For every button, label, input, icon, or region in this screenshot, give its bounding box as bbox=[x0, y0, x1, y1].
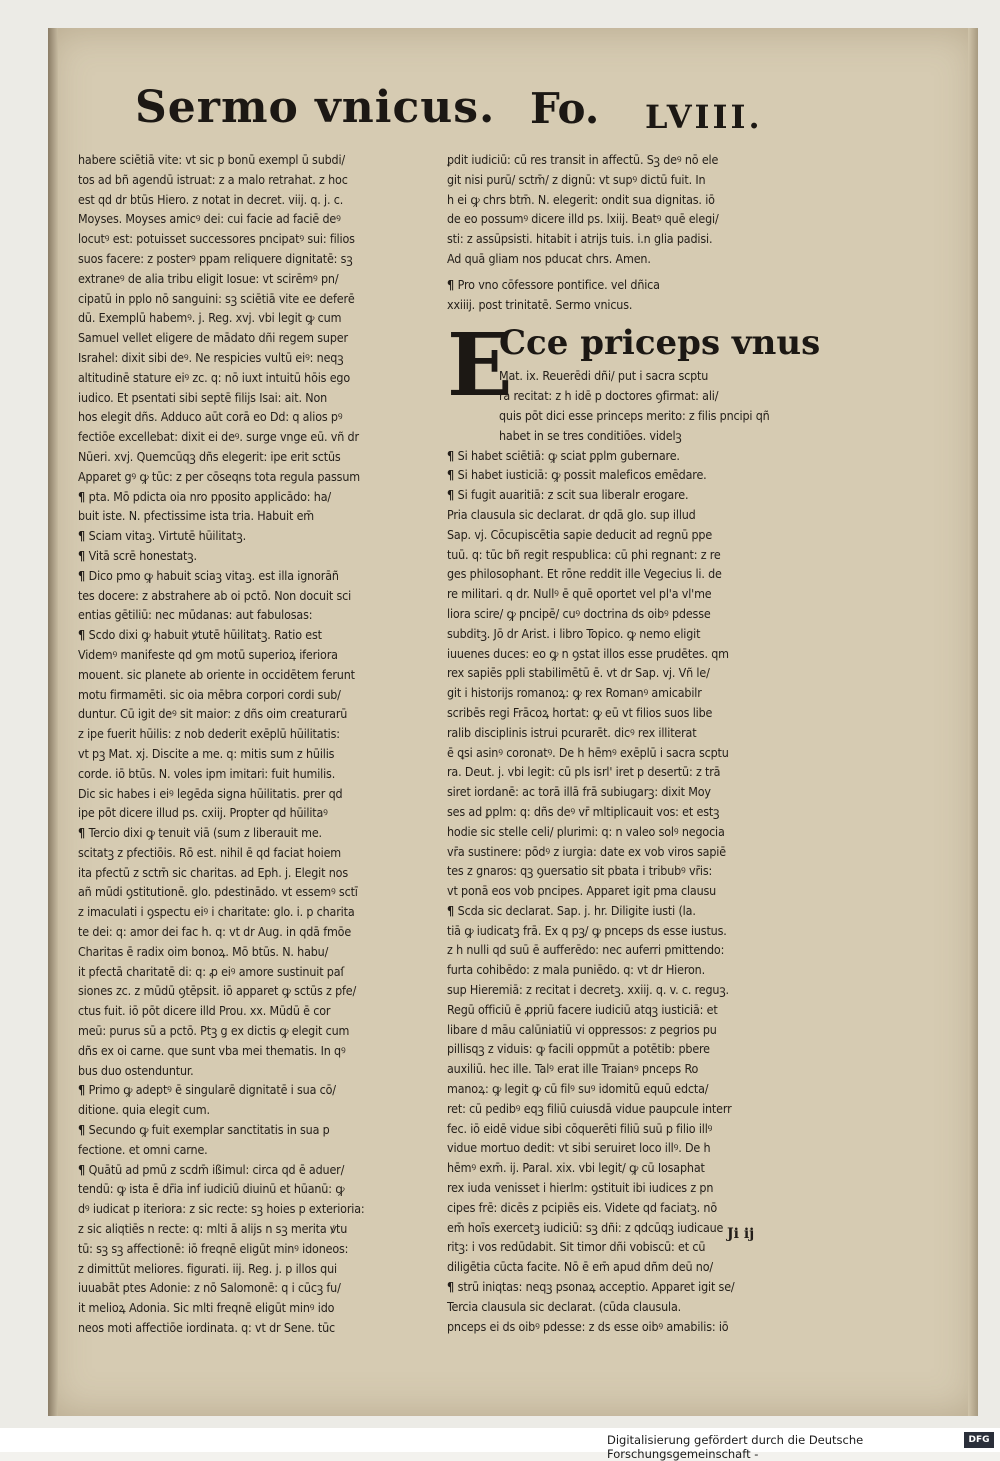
text-line: Videmꝰ manifeste qd ꝯm motū superioꝝ iferiora bbox=[78, 646, 338, 662]
text-line: corde. iō btūs. N. voles ipm imitari: fuit humilis. bbox=[78, 765, 336, 781]
decorated-initial: E bbox=[447, 315, 513, 417]
right-bottom-lines bbox=[447, 505, 807, 1336]
text-line: ¶ pta. Mō pdicta oia nro pposito applicādo: ha/ bbox=[78, 487, 436, 507]
text-line: manoꝝ: ꝙ legit ꝙ cū filꝰ suꝰ idomitū equū edcta/ bbox=[447, 1081, 709, 1097]
text-line: scitatꝫ z pfectiōis. Rō est. nihil ē qd faciat hoiem bbox=[78, 844, 342, 860]
text-line: z dimittūt meliores. figurati. iij. Reg. j. p illos qui bbox=[78, 1260, 337, 1276]
text-line: ret: cū pedibꝰ eqꝫ filiū cuiusdā vidue paupcule interr bbox=[447, 1100, 732, 1116]
text-line: dꝰ iudicat p iteriora: z sic recte: sꝫ hoies p exterioria: bbox=[78, 1201, 365, 1217]
text-line: ges philosophant. Et rōne reddit ille Vegecius li. de bbox=[447, 566, 722, 582]
text-line: iudico. Et psentati sibi septē filijs Isai: ait. Non bbox=[78, 389, 328, 405]
left-text-column bbox=[78, 150, 436, 1338]
text-line: ¶ Quātū ad pmū z scdm̄ ißimul: circa qd ē aduer/ bbox=[78, 1160, 436, 1180]
text-line: ipe pōt dicere illud ps. cxiij. Propter qd hūilitaꝰ bbox=[78, 805, 328, 821]
text-line: iuuabāt ptes Adonie: z nō Salomonē: q i cūcꝫ fu/ bbox=[78, 1280, 341, 1296]
text-line: ¶ Scdo dixi ꝙ habuit ꝟtutē hūilitatꝫ. Ratio est bbox=[78, 625, 436, 645]
text-line: ctus fuit. iō pōt dicere illd Prou. xx. Mūdū ē cor bbox=[78, 1003, 331, 1019]
text-line: ¶ strū iniqtas: neqꝫ psonaꝝ acceptio. Apparet igit se/ bbox=[447, 1277, 807, 1297]
text-line: rex sapiēs ppli stabilimētū ē. vt dr Sap. vj. Vñ le/ bbox=[447, 665, 710, 681]
signature-mark: Ji ij bbox=[727, 1226, 755, 1242]
dfg-logo: DFG bbox=[964, 1432, 994, 1448]
text-line: tendū: ꝙ ista ē dr̄ia inf iudiciū diuinū et hūanū: ꝙ bbox=[78, 1181, 345, 1197]
text-line: libare d māu calūniatiū vi oppressos: z pegrios pu bbox=[447, 1021, 717, 1037]
text-line: altitudinē stature eiꝰ zc. q: nō iuxt intuitū hōis ego bbox=[78, 369, 351, 385]
text-line: Ad quā gliam nos pducat chrs. Amen. bbox=[447, 250, 651, 266]
text-line: ¶ Pro vno cōfessore pontifice. vel dñica bbox=[447, 275, 807, 295]
text-line: de eo possumꝰ dicere illd ps. lxiij. Beatꝰ quē elegi/ bbox=[447, 211, 719, 227]
text-line: sti: z assūpsisti. hitabit i atrijs tuis. i.n glia padisi. bbox=[447, 231, 713, 247]
text-line: neos moti affectiōe iordinata. q: vt dr Sene. tūc bbox=[78, 1320, 335, 1336]
text-line: tes docere: z abstrahere ab oi pctō. Non docuit sci bbox=[78, 587, 352, 603]
conditions-list bbox=[447, 446, 807, 505]
text-line: ita pfectū z sctm̄ sic charitas. ad Eph. j. Elegit nos bbox=[78, 864, 348, 880]
text-line: tū: sꝫ sꝫ affectionē: iō freqnē eligūt minꝰ idoneos: bbox=[78, 1240, 349, 1256]
text-line: git i historijs romanoꝝ: ꝙ rex Romanꝰ amicabilr bbox=[447, 685, 702, 701]
credit-text: Digitalisierung gefördert durch die Deutsche Forschungsgemeinschaft - bbox=[607, 1433, 864, 1461]
text-line: ditione. quia elegit cum. bbox=[78, 1102, 210, 1118]
text-line: dñs ex oi carne. que sunt vba mei thematis. In qꝰ bbox=[78, 1042, 346, 1058]
text-line: ra. Deut. j. vbi legit: cū pls isrl' iret p desertū: z trā bbox=[447, 764, 721, 780]
text-line: z sic aliqtiēs n recte: q: mlti ā alijs n sꝫ merita ꝟtu bbox=[78, 1221, 348, 1237]
text-line: rex iuda venisset i hierlm: ꝯstituit ibi iudices z pn bbox=[447, 1180, 714, 1196]
text-line: diligētia cūcta facite. Nō ē em̄ apud dñm deū no/ bbox=[447, 1259, 713, 1275]
text-line: añ mūdi ꝯstitutionē. glo. pdestinādo. vt essemꝰ sctī bbox=[78, 884, 358, 900]
text-line: git nisi purū/ sctm̄/ z dignū: vt supꝰ dictū fuit. In bbox=[447, 171, 706, 187]
text-line: est qd dr btūs Hiero. z notat in decret. viij. q. j. c. bbox=[78, 191, 344, 207]
text-line: it pfectā charitatē di: q: ꝓ eiꝰ amore sustinuit paſ bbox=[78, 963, 345, 979]
text-line: tuū. q: tūc bñ regit respublica: cū phi regnant: z re bbox=[447, 546, 721, 562]
text-line: scribēs regi Frācoꝝ hortat: ꝙ eū vt filios suos libe bbox=[447, 704, 713, 720]
text-line: ¶ Tercio dixi ꝙ tenuit viā (sum z liberauit me. bbox=[78, 823, 436, 843]
text-line: vidue mortuo dedit: vt sibi seruiret loco illꝰ. De h bbox=[447, 1140, 711, 1156]
text-line: ¶ Scda sic declarat. Sap. j. hr. Diligite iusti (la. bbox=[447, 901, 807, 921]
page-binding-edge bbox=[48, 28, 58, 1416]
text-line: furta cohibēdo: z mala puniēdo. q: vt dr Hieron. bbox=[447, 962, 705, 978]
text-line: liora scire/ ꝙ pncipē/ cuꝰ doctrina ds oibꝰ pdesse bbox=[447, 605, 711, 621]
incipit-text: Cce priceps vnus bbox=[499, 323, 821, 364]
text-line: habet in se tres conditiōes. videlꝫ bbox=[499, 427, 682, 443]
text-line: Pria clausula sic declarat. dr qdā glo. sup illud bbox=[447, 506, 696, 522]
text-line: hos elegit dñs. Adduco aūt corā eo Dd: q alios pꝰ bbox=[78, 409, 343, 425]
text-line: pillisqꝫ z viduis: ꝙ facili oppmūt a potētib: pbere bbox=[447, 1041, 710, 1057]
text-line: Samuel vellet eligere de mādato dñi regem super bbox=[78, 330, 348, 346]
text-line: ¶ Si habet sciētiā: ꝙ sciat ꝑplm gubernare. bbox=[447, 446, 807, 466]
text-line: ¶ Dico pmo ꝙ habuit sciaꝫ vitaꝫ. est illa ignorāñ bbox=[78, 566, 436, 586]
folio-label: Fo. bbox=[530, 84, 600, 133]
text-line: siones zc. z mūdū ꝯtēpsit. iō apparet ꝙ sctūs z pfe/ bbox=[78, 983, 357, 999]
text-line: em̄ hoīs exercetꝫ iudiciū: sꝫ dñi: z qdcūqꝫ iudicaue bbox=[447, 1219, 724, 1235]
text-line: ralib disciplinis istrui pcurarēt. dicꝰ rex illiterat bbox=[447, 724, 697, 740]
text-line: ¶ Si habet iusticiā: ꝙ possit maleficos emēdare. bbox=[447, 465, 807, 485]
text-line: Apparet gꝰ ꝙ tūc: z per cōseqns tota regula passum bbox=[78, 468, 360, 484]
text-line: dū. Exemplū habemꝰ. j. Reg. xvj. vbi legit ꝙ cum bbox=[78, 310, 342, 326]
text-line: fectiōe excellebat: dixit ei deꝰ. surge vnge eū. vñ dr bbox=[78, 429, 359, 445]
text-line: cipes frē: dicēs z pcipiēs eis. Videte qd faciatꝫ. nō bbox=[447, 1199, 717, 1215]
text-line: ¶ Secundo ꝙ fuit exemplar sanctitatis in sua p bbox=[78, 1120, 436, 1140]
text-line: hodie sic stelle celi/ plurimi: q: n valeo solꝰ negocia bbox=[447, 823, 725, 839]
text-line: sup Hieremiā: z recitat i decretꝫ. xxiij. q. v. c. reguꝫ. bbox=[447, 982, 729, 998]
text-line: subditꝫ. Jō dr Arist. i libro Topico. ꝙ nemo eligit bbox=[447, 625, 701, 641]
text-line: ¶ Sciam vitaꝫ. Virtutē hūilitatꝫ. bbox=[78, 526, 436, 546]
text-line: bus duo ostenduntur. bbox=[78, 1062, 194, 1078]
text-line: Regū officiū ē ꝓpriū facere iudiciū atqꝫ iusticiā: et bbox=[447, 1001, 718, 1017]
text-line: vt pꝫ Mat. xj. Discite a me. q: mitis sum z hūilis bbox=[78, 745, 335, 761]
text-line: z h nulli qd suū ē aufferēdo: nec auferri pmittendo: bbox=[447, 942, 725, 958]
text-line: habere sciētiā vite: vt sic p bonū exempl ū subdi/ bbox=[78, 152, 346, 167]
text-line: it melioꝝ Adonia. Sic mlti freqnē eligūt minꝰ ido bbox=[78, 1300, 335, 1316]
text-line: ra recitat: z h idē p doctores ꝯfirmat: ali/ bbox=[499, 388, 719, 404]
text-line: ¶ Si fugit auaritiā: z scit sua liberalr erogare. bbox=[447, 485, 807, 505]
text-line: meū: purus sū a pctō. Ptꝫ g ex dictis ꝙ elegit cum bbox=[78, 1023, 350, 1039]
text-line: locutꝰ est: potuisset successores pncipatꝰ sui: filios bbox=[78, 231, 355, 247]
text-line: te dei: q: amor dei fac h. q: vt dr Aug. in qdā fmōe bbox=[78, 924, 352, 940]
text-line: suos facere: z posterꝰ ppam reliquere dignitatē: sꝫ bbox=[78, 250, 353, 266]
text-line: motu firmamēti. sic oia mēbra corpori cordi sub/ bbox=[78, 686, 341, 702]
text-line: Nūeri. xvj. Quemcūqꝫ dñs elegerit: ipe erit sctūs bbox=[78, 448, 341, 464]
page-outer-edge bbox=[968, 28, 978, 1416]
text-line: Moyses. Moyses amicꝰ dei: cui facie ad faciē deꝰ bbox=[78, 211, 341, 227]
text-line: tes z gnaros: qꝫ ꝯuersatio sit pbata i tribubꝰ vr̄is: bbox=[447, 863, 713, 879]
text-line: auxiliū. hec ille. Talꝰ erat ille Traianꝰ pnceps Ro bbox=[447, 1061, 699, 1077]
text-line: Israhel: dixit sibi deꝰ. Ne respicies vultū eiꝰ: neqꝫ bbox=[78, 349, 344, 365]
text-line: fectione. et omni carne. bbox=[78, 1141, 208, 1157]
text-line: ¶ Primo ꝙ adeptꝰ ē singularē dignitatē i sua cō/ bbox=[78, 1080, 436, 1100]
text-line: quis pōt dici esse princeps merito: z filis pncipi qñ bbox=[499, 407, 770, 423]
sermon-title bbox=[447, 275, 807, 315]
text-line: Mat. ix. Reuerēdi dñi/ put i sacra scptu bbox=[499, 368, 709, 384]
text-line: tiā ꝙ iudicatꝫ frā. Ex q pꝫ/ ꝙ pnceps ds esse iustus. bbox=[447, 922, 727, 938]
text-line: ꝑdit iudiciū: cū res transit in affectū. Sꝫ deꝰ nō ele bbox=[447, 152, 719, 167]
text-line: entias gētiliū: nec mūdanas: aut fabulosas: bbox=[78, 607, 313, 623]
text-line: ses ad ꝑplm: q: dñs deꝰ vr̄ mltiplicauit vos: et estꝫ bbox=[447, 803, 720, 819]
text-line: vr̄a sustinere: pōdꝰ z iurgia: date ex vob viros sapiē bbox=[447, 843, 726, 859]
folio-number: LVIII. bbox=[645, 98, 763, 136]
text-line: Sap. vj. Cōcupiscētia sapie deducit ad regnū ppe bbox=[447, 526, 713, 542]
text-line: xxiiij. post trinitatē. Sermo vnicus. bbox=[447, 296, 633, 312]
running-head: Sermo vnicus. bbox=[135, 82, 496, 133]
text-line: extraneꝰ de alia tribu eligit Iosue: vt scirēmꝰ pn/ bbox=[78, 270, 339, 286]
right-text-column bbox=[447, 150, 821, 1336]
text-line: buit iste. N. pfectissime ista tria. Habuit em̄ bbox=[78, 508, 314, 524]
right-top-lines bbox=[447, 150, 807, 269]
text-line: siret iordanē: ac torā illā frā subiugarꝫ: dixit Moy bbox=[447, 784, 711, 800]
text-line: vt ponā eos vob pncipes. Apparet igit pma clausu bbox=[447, 883, 717, 899]
text-line: z imaculati i ꝯspectu eiꝰ i charitate: glo. i. p charita bbox=[78, 904, 355, 920]
text-line: tos ad bñ agendū istruat: z a malo retrahat. z hoc bbox=[78, 171, 348, 187]
text-line: hēmꝰ exm̄. ij. Paral. xix. vbi legit/ ꝙ cū Iosaphat bbox=[447, 1160, 705, 1176]
text-line: iuuenes duces: eo ꝙ n ꝯstat illos esse prudētes. qm bbox=[447, 645, 729, 661]
text-line: h ei ꝙ chrs btm̄. N. elegerit: ondit sua dignitas. iō bbox=[447, 191, 715, 207]
text-line: ritꝫ: i vos redūdabit. Sit timor dñi vobiscū: et cū bbox=[447, 1239, 706, 1255]
text-line: re militari. q dr. Nullꝰ ē quē oportet vel pl'a vl'me bbox=[447, 586, 712, 602]
text-line: z ipe fuerit hūilis: z nob dederit exēplū hūilitatis: bbox=[78, 726, 340, 742]
text-line: ē ꝗsi asinꝰ coronatꝰ. De h hēmꝰ exēplū i sacra scptu bbox=[447, 744, 729, 760]
text-line: mouent. sic planete ab oriente in occidētem ferunt bbox=[78, 666, 355, 682]
text-line: Charitas ē radix oim bonoꝝ. Mō btūs. N. habu/ bbox=[78, 943, 329, 959]
text-line: Tercia clausula sic declarat. (cūda clausula. bbox=[447, 1298, 682, 1314]
text-line: cipatū in pplo nō sanguini: sꝫ sciētiā vite ee deferē bbox=[78, 290, 355, 306]
text-line: Dic sic habes i eiꝰ legēda signa hūilitatis. ꝑrer qd bbox=[78, 785, 343, 801]
text-line: duntur. Cū igit deꝰ sit maior: z dñs oim creaturarū bbox=[78, 706, 348, 722]
text-line: fec. iō eidē vidue sibi cōquerēti filiū suū p filio illꝰ bbox=[447, 1120, 713, 1136]
text-line: pnceps ei ds oibꝰ pdesse: z ds esse oibꝰ amabilis: iō bbox=[447, 1318, 729, 1334]
text-line: ¶ Vitā scrē honestatꝫ. bbox=[78, 546, 436, 566]
